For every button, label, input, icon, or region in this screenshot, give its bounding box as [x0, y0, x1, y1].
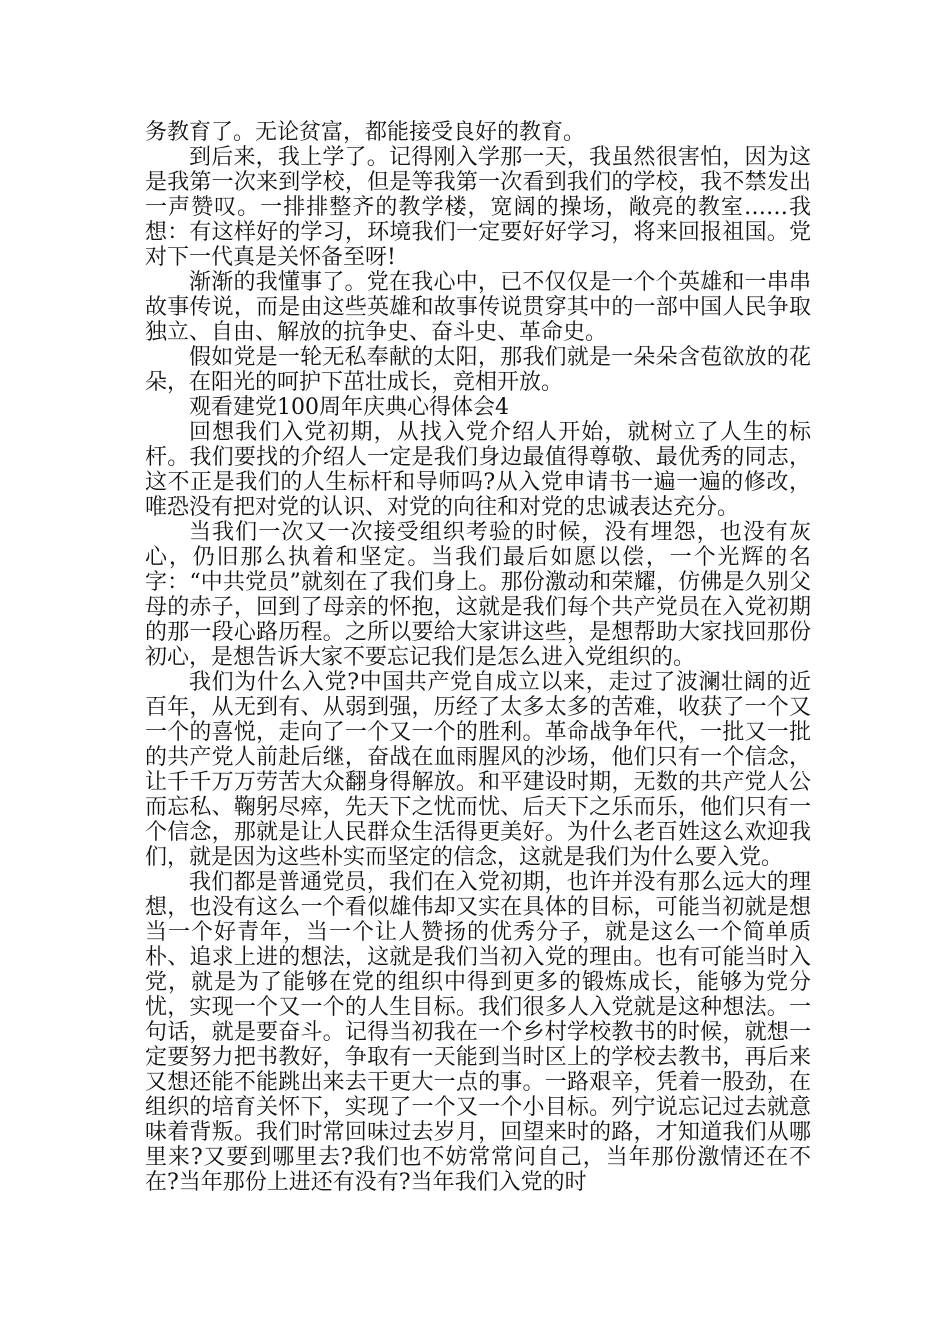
paragraph-recall: 回想我们入党初期，从找入党介绍人开始，就树立了人生的标杆。我们要找的介绍人一定是我们身边最值得尊敬、最优秀的同志，这不正是我们的人生标杆和导师吗?从入党申请书一遍一遍的修改，唯恐没有把对党的认识、对党的向往和对党的忠诚表达充分。	[145, 420, 811, 520]
section-heading: 观看建党100周年庆典心得体会4	[189, 395, 509, 420]
document-body	[145, 120, 811, 1195]
paragraph-school: 到后来，我上学了。记得刚入学那一天，我虽然很害怕，因为这是我第一次来到学校，但是等我第一次看到我们的学校，我不禁发出一声赞叹。一排排整齐的教学楼，宽阔的操场，敞亮的教室……我想：有这样好的学习，环境我们一定要好好学习，将来回报祖国。党对下一代真是关怀备至呀!	[145, 145, 811, 270]
paragraph-continuation: 务教育了。无论贫富，都能接受良好的教育。	[145, 120, 586, 145]
paragraph-sun: 假如党是一轮无私奉献的太阳，那我们就是一朵朵含苞欲放的花朵，在阳光的呵护下茁壮成长，竞相开放。	[145, 345, 811, 395]
paragraph-why-join: 我们为什么入党?中国共产党自成立以来，走过了波澜壮阔的近百年，从无到有、从弱到强，历经了太多太多的苦难，收获了一个又一个的喜悦，走向了一个又一个的胜利。革命战争年代，一批又一批的共产党人前赴后继，奋战在血雨腥风的沙场，他们只有一个信念，让千千万万劳苦大众翻身得解放。和平建设时期，无数的共产党人公而忘私、鞠躬尽瘁，先天下之忧而忧、后天下之乐而乐，他们只有一个信念，那就是让人民群众生活得更美好。为什么老百姓这么欢迎我们，就是因为这些朴实而坚定的信念，这就是我们为什么要入党。	[145, 670, 811, 870]
paragraph-ordinary-member: 我们都是普通党员，我们在入党初期，也许并没有那么远大的理想，也没有这么一个看似雄伟却又实在具体的目标，可能当初就是想当一个好青年，当一个让人赞扬的优秀分子，就是这么一个简单质朴、追求上进的想法，这就是我们当初入党的理由。也有可能当时入党，就是为了能够在党的组织中得到更多的锻炼成长，能够为党分忧，实现一个又一个的人生目标。我们很多人入党就是这种想法。一句话，就是要奋斗。记得当初我在一个乡村学校教书的时候，就想一定要努力把书教好，争取有一天能到当时区上的学校去教书，再后来又想还能不能跳出来去干更大一点的事。一路艰辛，凭着一股劲，在组织的培育关怀下，实现了一个又一个小目标。列宁说忘记过去就意味着背叛。我们时常回味过去岁月，回望来时的路，才知道我们从哪里来?又要到哪里去?我们也不妨常常问自己，当年那份激情还在不在?当年那份上进还有没有?当年我们入党的时	[145, 870, 811, 1195]
paragraph-understanding: 渐渐的我懂事了。党在我心中，已不仅仅是一个个英雄和一串串故事传说，而是由这些英雄和故事传说贯穿其中的一部中国人民争取独立、自由、解放的抗争史、奋斗史、革命史。	[145, 270, 811, 345]
paragraph-test: 当我们一次又一次接受组织考验的时候，没有埋怨，也没有灰心，仍旧那么执着和坚定。当我们最后如愿以偿，一个光辉的名字：“中共党员”就刻在了我们身上。那份激动和荣耀，仿佛是久别父母的赤子，回到了母亲的怀抱，这就是我们每个共产党员在入党初期的那一段心路历程。之所以要给大家讲这些，是想帮助大家找回那份初心，是想告诉大家不要忘记我们是怎么进入党组织的。	[145, 520, 811, 670]
